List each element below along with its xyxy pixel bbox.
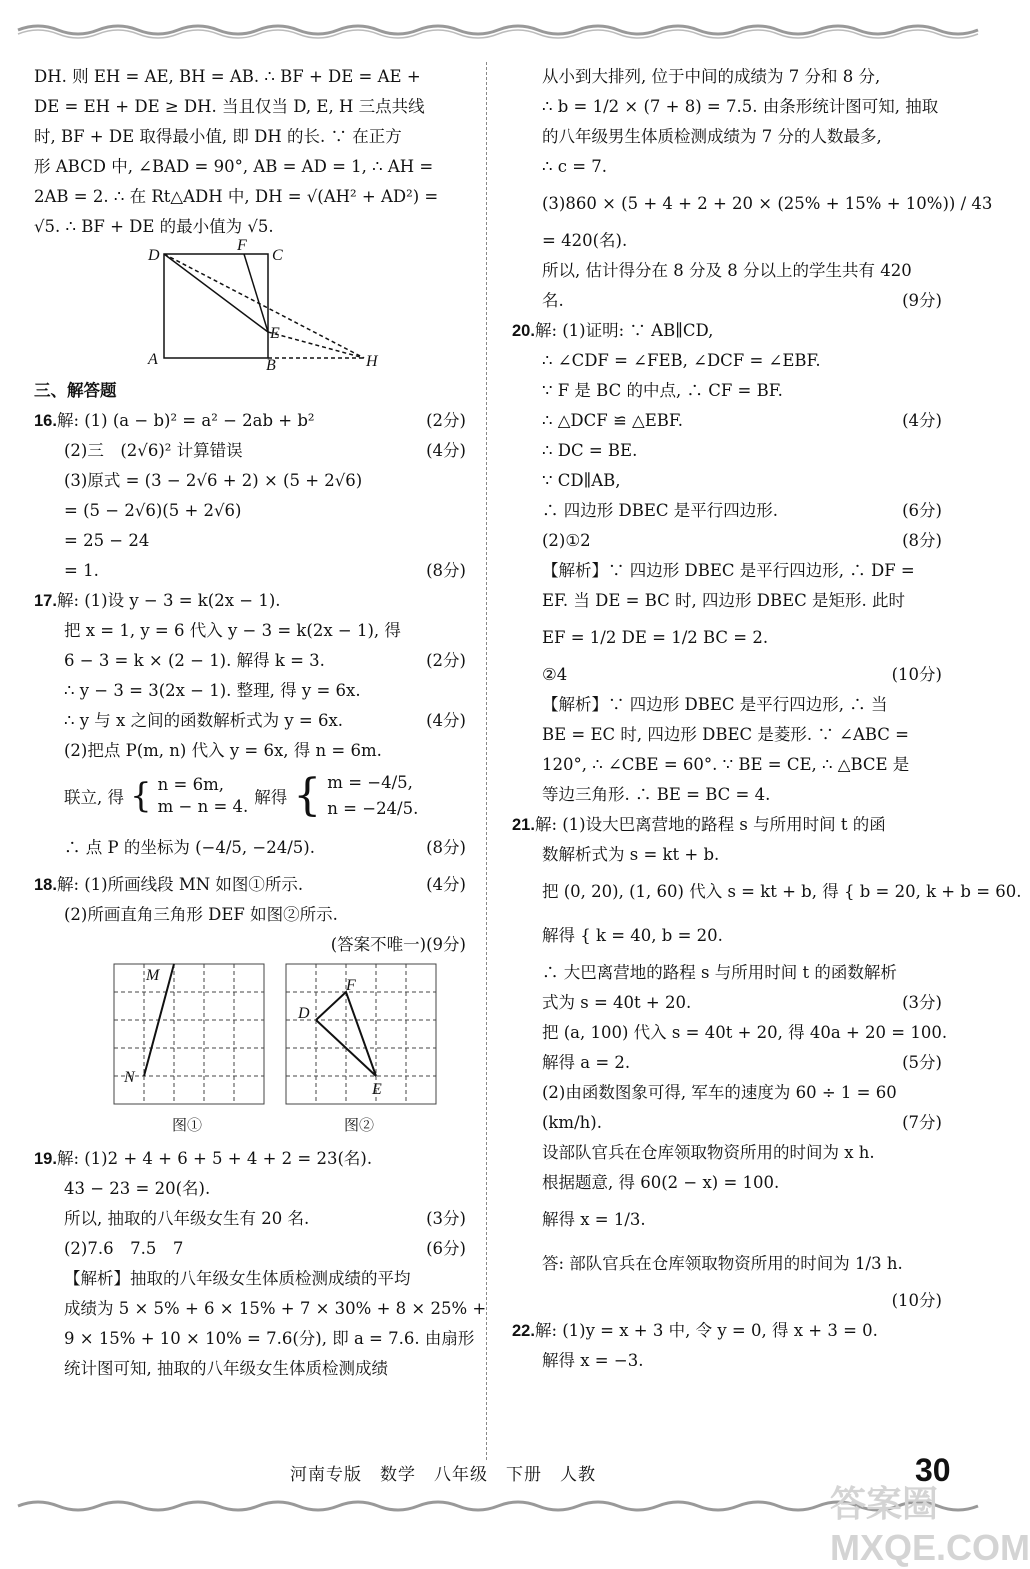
score: (7分) [902,1113,942,1132]
text-line: ∵ F 是 BC 的中点, ∴ CF = BF. [542,381,783,400]
text-line: 解: (1)2 + 4 + 6 + 5 + 4 + 2 = 23(名). [56,1149,373,1168]
text-line: (3)860 × (5 + 4 + 2 + 20 × (25% + 15% + 10%)) / 43 [542,194,993,213]
text-line: 【解析】抽取的八年级女生体质检测成绩的平均 [64,1269,411,1288]
text-line: 【解析】∵ 四边形 DBEC 是平行四边形, ∴ DF = [542,561,915,580]
score: (答案不唯一)(9分) [330,935,466,954]
text-line: 所以, 估计得分在 8 分及 8 分以上的学生共有 420 [542,261,912,280]
text-line: 名. [542,291,564,310]
label-c: C [272,247,283,264]
score: (8分) [426,561,466,580]
text-line: 2AB = 2. ∴ 在 Rt△ADH 中, DH = √(AH² + AD²) = [34,187,439,206]
text-line: ②4 [542,665,568,684]
column-divider [486,62,487,1460]
system-prefix: 联立, 得 [64,788,124,807]
question-18 [34,870,466,960]
text-line: 解得 { k = 40, b = 20. [542,926,723,945]
score: (10分) [891,1291,942,1310]
question-19 [34,1144,487,1384]
text-line: 的八年级男生体质检测成绩为 7 分的人数最多, [542,127,882,146]
text-line: 把 (0, 20), (1, 60) 代入 s = kt + b, 得 { b = 20, k + b = 60. [542,882,1022,901]
text-line: 等边三角形. ∴ BE = BC = 4. [542,785,771,804]
text-line: 把 (a, 100) 代入 s = 40t + 20, 得 40a + 20 = 100. [542,1023,948,1042]
text-line: ∴ △DCF ≌ △EBF. [542,411,684,430]
question-number: 22. [512,1322,535,1340]
question-number: 16. [34,412,57,430]
text-line: 43 − 23 = 20(名). [64,1179,211,1198]
page-footer: 河南专版 数学 八年级 下册 人教 [290,1465,596,1485]
label-h: H [366,353,378,370]
label-b: B [266,357,276,374]
label-a: A [148,351,158,368]
text-line: (2)7.6 7.5 7 [64,1239,184,1258]
text-line: 解: (1)证明: ∵ AB∥CD, [534,321,714,340]
text-line: 式为 s = 40t + 20. [542,993,692,1012]
score: (4分) [426,441,466,460]
question-number: 19. [34,1150,57,1168]
question-17 [34,586,466,870]
text-line: 解: (1)所画线段 MN 如图①所示. [56,875,304,894]
text-line: (2)①2 [542,531,591,550]
label-m: M [146,967,160,984]
text-line: EF. 当 DE = BC 时, 四边形 DBEC 是矩形. 此时 [542,591,906,610]
text-line: ∵ CD∥AB, [542,471,621,490]
label-e2: E [372,1081,382,1098]
text-line: 解: (1)设大巴离营地的路程 s 与所用时间 t 的函 [534,815,886,834]
score: (6分) [426,1239,466,1258]
question-21 [512,810,1022,1316]
text-line: (3)原式 = (3 − 2√6 + 2) × (5 + 2√6) [64,471,363,490]
label-e: E [270,325,280,342]
text-line: 设部队官兵在仓库领取物资所用的时间为 x h. [542,1143,875,1162]
text-line: (2)三 (2√6)² 计算错误 [64,441,243,460]
text-line: ∴ ∠CDF = ∠FEB, ∠DCF = ∠EBF. [542,351,821,370]
text-line: 【解析】∵ 四边形 DBEC 是平行四边形, ∴ 当 [542,695,888,714]
text-line: = 420(名). [542,231,628,250]
text-line: 形 ABCD 中, ∠BAD = 90°, AB = AD = 1, ∴ AH = [34,157,434,176]
watermark: 答案圈 MXQE.COM [830,1483,1030,1568]
text-line: 解: (1)设 y − 3 = k(2x − 1). [56,591,281,610]
score: (3分) [902,993,942,1012]
score: (10分) [891,665,942,684]
solution-n: n = −24/5. [327,799,419,818]
text-line: = (5 − 2√6)(5 + 2√6) [64,501,242,520]
text-line: 解得 x = −3. [542,1351,644,1370]
solution-m: m = −4/5, [327,773,413,792]
score: (4分) [426,875,466,894]
top-wavy-border [18,22,989,38]
question-22 [512,1316,942,1376]
score: (6分) [902,501,942,520]
text-line: 答: 部队官兵在仓库领取物资所用的时间为 1/3 h. [542,1254,903,1273]
text-line: 统计图可知, 抽取的八年级女生体质检测成绩 [64,1359,388,1378]
label-d2: D [298,1005,310,1022]
score: (4分) [426,711,466,730]
text-line: EF = 1/2 DE = 1/2 BC = 2. [542,628,769,647]
text-line: ∴ y − 3 = 3(2x − 1). 整理, 得 y = 6x. [64,681,361,700]
system-solve: 解得 [254,788,288,807]
text-line: = 1. [64,561,99,580]
text-line: ∴ 大巴离营地的路程 s 与所用时间 t 的函数解析 [542,963,897,982]
system-eq1: n = 6m, [157,775,224,794]
question-number: 21. [512,816,535,834]
text-line: ∴ b = 1/2 × (7 + 8) = 7.5. 由条形统计图可知, 抽取 [542,97,939,116]
text-line: 成绩为 5 × 5% + 6 × 15% + 7 × 30% + 8 × 25% + [64,1299,487,1318]
score: (3分) [426,1209,466,1228]
text-line: 所以, 抽取的八年级女生有 20 名. [64,1209,310,1228]
score: (9分) [902,291,942,310]
grid-figures [34,960,466,1140]
system-eq2: m − n = 4. [157,797,249,816]
text-line: ∴ c = 7. [542,157,608,176]
page-number: 30 [915,1452,951,1488]
text-line: 解得 a = 2. [542,1053,631,1072]
right-column [512,62,1022,1376]
label-n: N [124,1069,135,1086]
text-line: ∴ DC = BE. [542,441,638,460]
text-line: 把 x = 1, y = 6 代入 y − 3 = k(2x − 1), 得 [64,621,401,640]
score: (8分) [902,531,942,550]
question-number: 20. [512,322,535,340]
text-line: 解: (1)y = x + 3 中, 令 y = 0, 得 x + 3 = 0. [534,1321,878,1340]
text-line: (2)所画直角三角形 DEF 如图②所示. [64,905,338,924]
square-diagram [34,237,466,374]
left-column [34,62,487,1384]
text-line: DE = EH + DE ≥ DH. 当且仅当 D, E, H 三点共线 [34,97,425,116]
text-line: 从小到大排列, 位于中间的成绩为 7 分和 8 分, [542,67,881,86]
text-line: 数解析式为 s = kt + b. [542,845,720,864]
text-line: 根据题意, 得 60(2 − x) = 100. [542,1173,780,1192]
text-line: 解: (1) (a − b)² = a² − 2ab + b² [56,411,315,430]
question-20 [512,316,942,810]
equation-system: 联立, 得 { n = 6m, m − n = 4. 解得 { m = −4/5, n = −24/5. [64,770,419,821]
label-d: D [148,247,160,264]
text-line: DH. 则 EH = AE, BH = AB. ∴ BF + DE = AE + [34,67,421,86]
question-number: 17. [34,592,57,610]
text-line: 6 − 3 = k × (2 − 1). 解得 k = 3. [64,651,325,670]
score: (2分) [426,651,466,670]
caption-fig1: 图① [172,1116,203,1134]
text-line: √5. ∴ BF + DE 的最小值为 √5. [34,217,274,236]
question-16 [34,406,466,586]
label-f: F [237,237,247,254]
text-line: = 25 − 24 [64,531,150,550]
text-line: 9 × 15% + 10 × 10% = 7.6(分), 即 a = 7.6. 由扇形 [64,1329,475,1348]
text-line: (2)把点 P(m, n) 代入 y = 6x, 得 n = 6m. [64,741,382,760]
text-line: ∴ 四边形 DBEC 是平行四边形. [542,501,779,520]
text-line: 时, BF + DE 取得最小值, 即 DH 的长. ∵ 在正方 [34,127,402,146]
text-line: (km/h). [542,1113,602,1132]
text-line: ∴ y 与 x 之间的函数解析式为 y = 6x. [64,711,344,730]
score: (8分) [426,838,466,857]
score: (2分) [426,411,466,430]
text-line: BE = EC 时, 四边形 DBEC 是菱形. ∵ ∠ABC = [542,725,910,744]
caption-fig2: 图② [344,1116,375,1134]
score: (4分) [902,411,942,430]
q19-continued [512,62,993,316]
text-line: 120°, ∴ ∠CBE = 60°. ∵ BE = CE, ∴ △BCE 是 [542,755,910,774]
question-number: 18. [34,876,57,894]
text-line: ∴ 点 P 的坐标为 (−4/5, −24/5). [64,838,315,857]
label-f2: F [346,977,356,994]
text-line: 解得 x = 1/3. [542,1210,646,1229]
text-line: (2)由函数图象可得, 军车的速度为 60 ÷ 1 = 60 [542,1083,897,1102]
section-title: 三、解答题 [34,381,117,400]
intro-block [34,62,466,242]
score: (5分) [902,1053,942,1072]
